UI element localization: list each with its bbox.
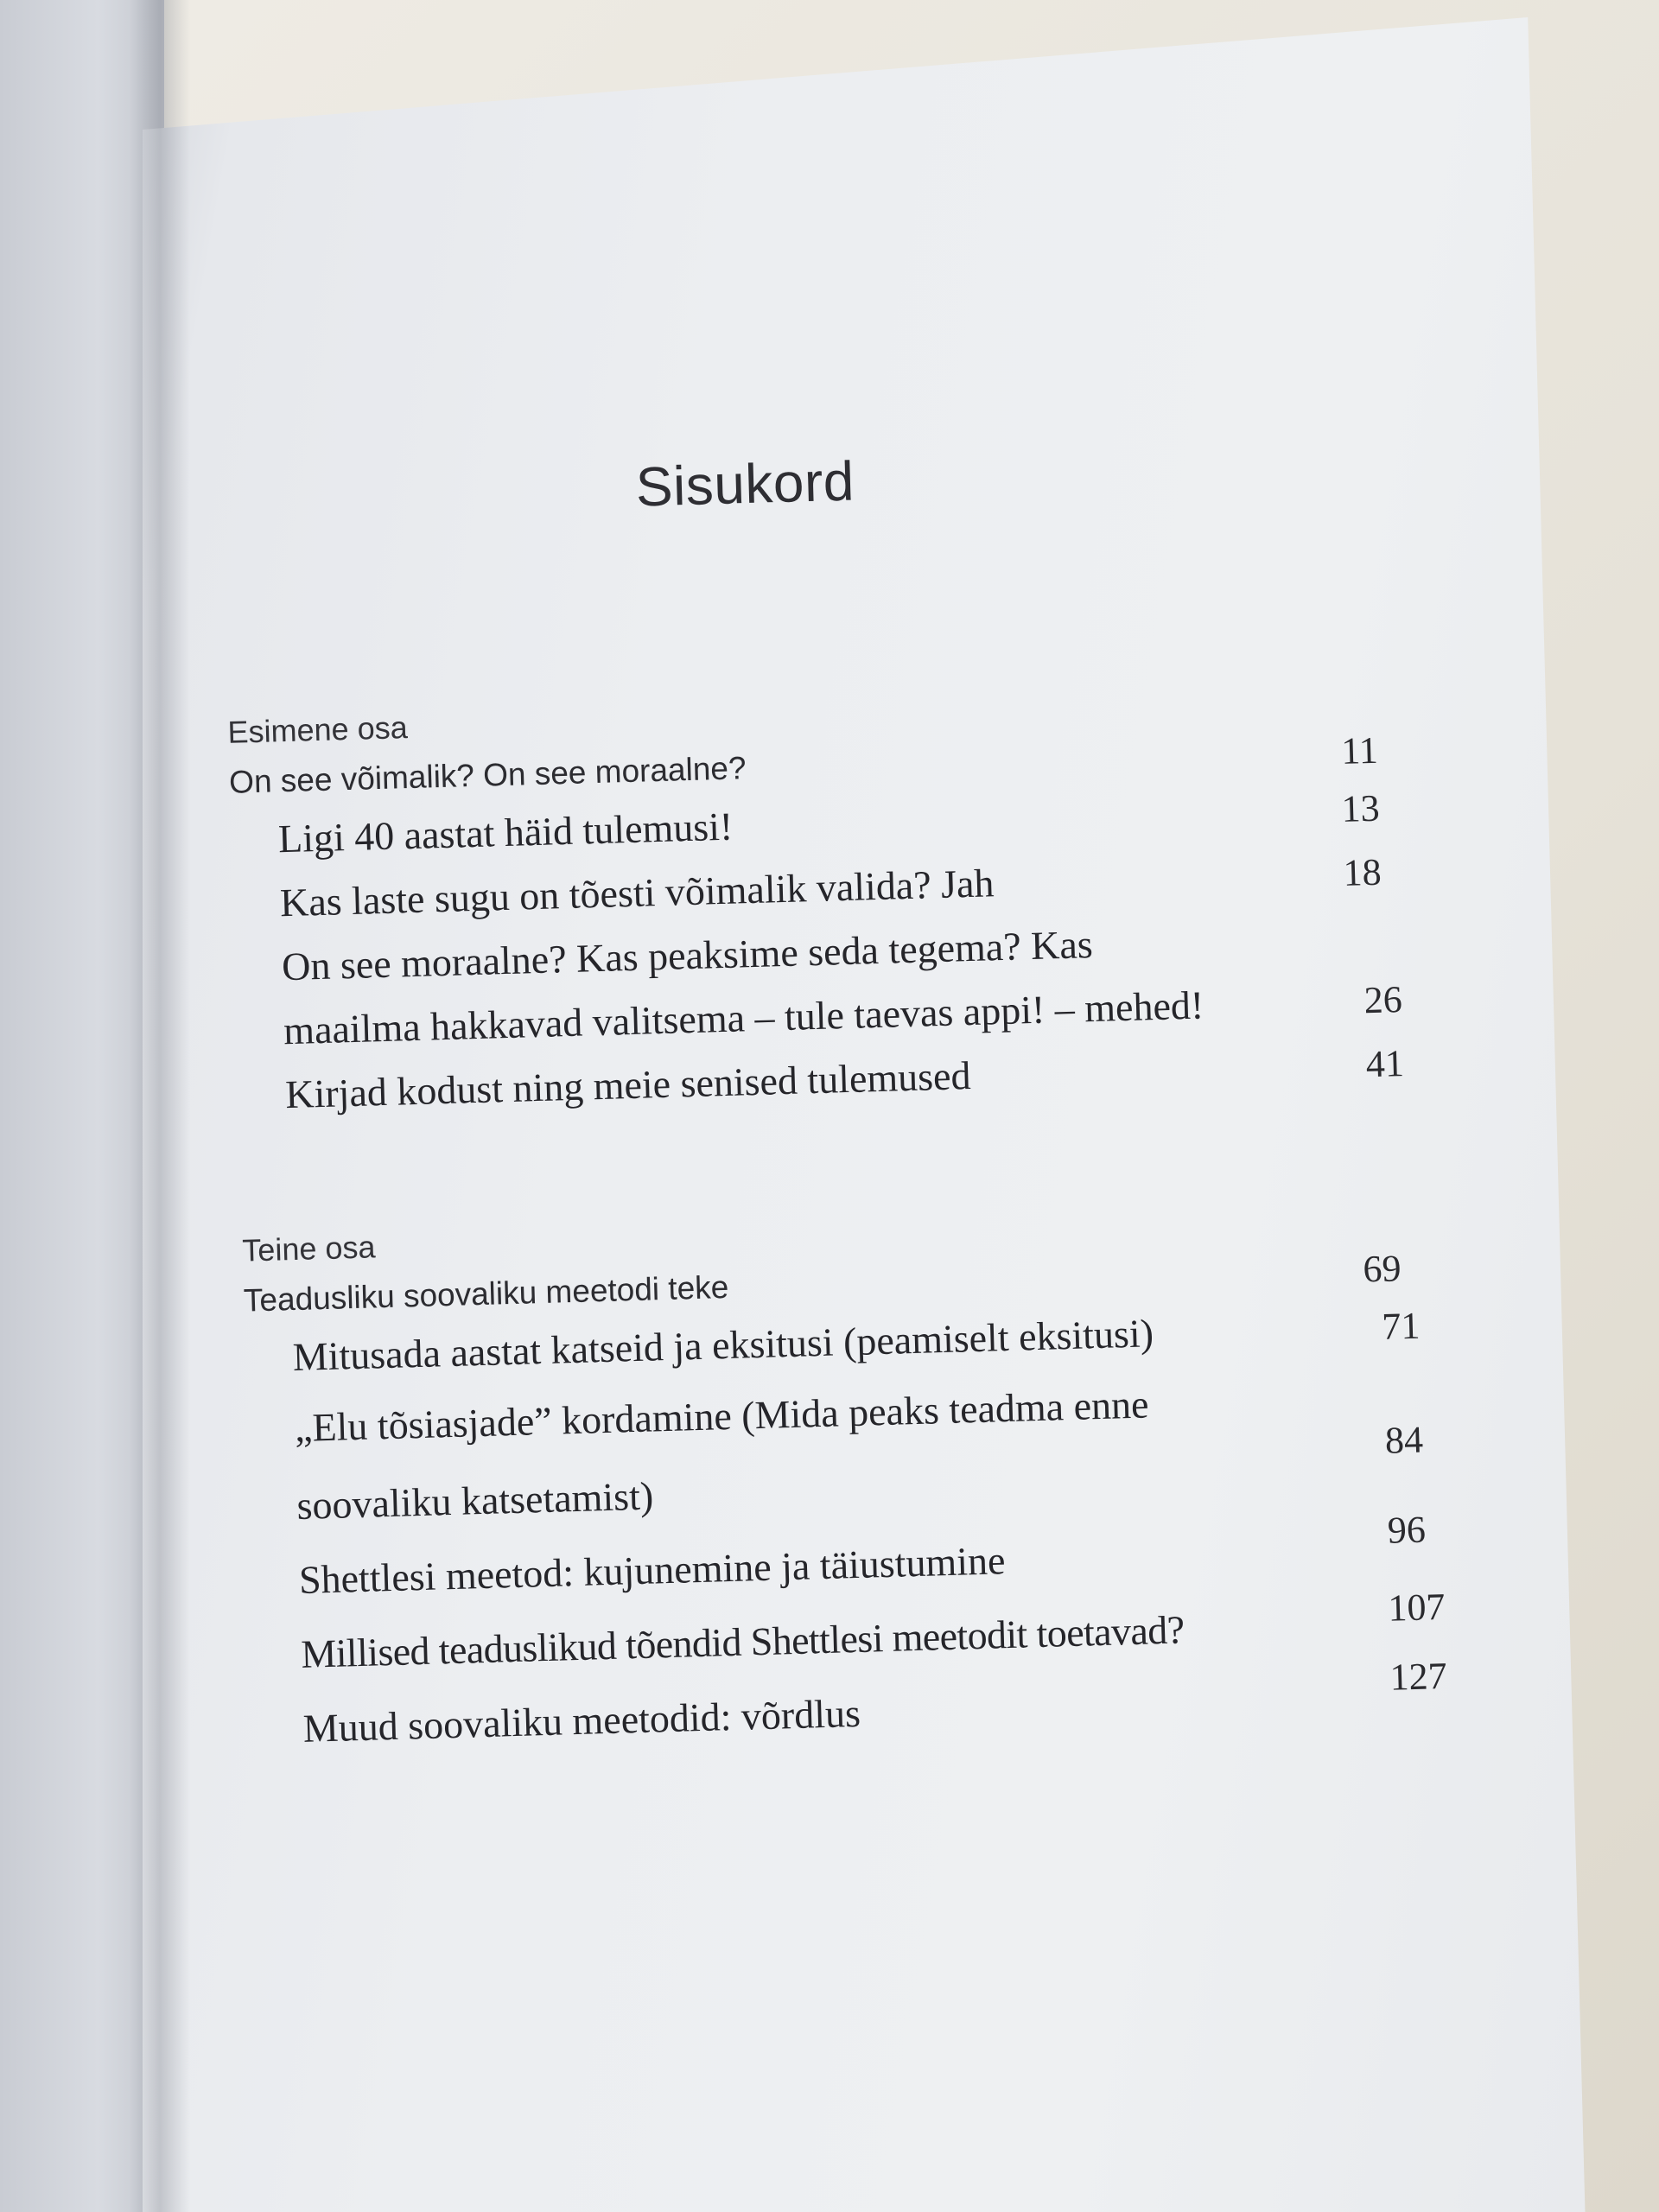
entry-title: Muud soovaliku meetodid: võrdlus <box>302 1690 861 1751</box>
page-number: 18 <box>1342 850 1382 894</box>
entry-title-line-1: On see moraalne? Kas peaksime seda tegema? Kas <box>281 922 1094 989</box>
entry-title-line-1: „Elu tõsiasjade” kordamine (Mida peaks teadma enne <box>294 1382 1150 1451</box>
toc-entry <box>246 1365 1425 1540</box>
table-of-contents <box>220 434 1448 1848</box>
part-second <box>241 1194 1448 1763</box>
entry-title: Kirjad kodust ning meie senised tulemused <box>284 1053 972 1117</box>
part-first <box>227 676 1414 1128</box>
page-number: 13 <box>1340 786 1381 830</box>
toc-title: Sisukord <box>634 449 855 518</box>
part-label: Esimene osa <box>227 709 409 750</box>
spine-shadow <box>130 0 190 2212</box>
page-number: 84 <box>1384 1418 1424 1462</box>
page-number: 96 <box>1387 1508 1427 1552</box>
entry-title-line-2: maailma hakkavad valitsema – tule taevas appi! – mehed! <box>283 982 1205 1053</box>
entry-title: Ligi 40 aastat häid tulemusi! <box>277 804 734 861</box>
page-number: 127 <box>1389 1654 1448 1699</box>
entry-title: Mitusada aastat katseid ja eksitusi (peamiselt eksitusi) <box>292 1311 1154 1380</box>
page-number: 69 <box>1362 1247 1402 1291</box>
entry-title: Kas laste sugu on tõesti võimalik valida? Jah <box>279 861 995 925</box>
entry-title: Shettlesi meetod: kujunemine ja täiustumine <box>298 1538 1007 1602</box>
part-title: On see võimalik? On see moraalne? <box>228 750 747 800</box>
page-number: 41 <box>1365 1042 1405 1086</box>
page-number: 107 <box>1387 1585 1446 1630</box>
page-number: 11 <box>1340 728 1379 772</box>
entry-title-line-2: soovaliku katsetamist) <box>296 1473 654 1528</box>
page-number: 71 <box>1381 1304 1421 1348</box>
part-label: Teine osa <box>241 1229 376 1268</box>
entry-title: Millised teaduslikud tõendid Shettlesi meetodit toetavad? <box>300 1607 1185 1676</box>
page-number: 26 <box>1363 978 1403 1022</box>
part-title: Teadusliku soovaliku meetodi teke <box>243 1268 729 1319</box>
